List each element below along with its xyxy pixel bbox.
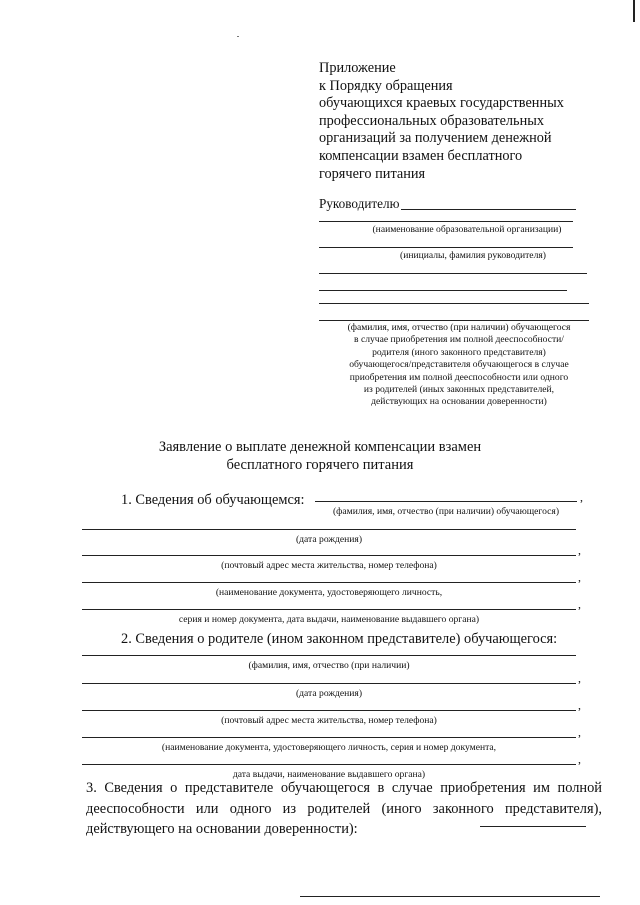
student-birthdate-field[interactable] bbox=[82, 529, 576, 530]
section-3-paragraph: 3. Сведения о представителе обучающегося в случае приобретения им полной дееспособности или одного из родителей (иного законного представителя), действующего на основании доверенности): bbox=[86, 780, 602, 837]
applicant-field-3[interactable] bbox=[319, 303, 589, 304]
student-name-field[interactable] bbox=[315, 501, 577, 502]
student-document-details-caption: серия и номер документа, дата выдачи, наименование выдавшего органа) bbox=[178, 614, 480, 625]
appendix-line: к Порядку обращения bbox=[319, 77, 453, 94]
parent-address-field[interactable] bbox=[82, 710, 576, 711]
appendix-line: организаций за получением денежной bbox=[319, 130, 552, 147]
applicant-caption-line: родителя (иного законного представителя) bbox=[372, 346, 546, 358]
student-document-caption: (наименование документа, удостоверяющего личность, bbox=[215, 587, 443, 598]
applicant-field-2[interactable] bbox=[319, 290, 567, 291]
comma: , bbox=[580, 490, 583, 504]
section-1-heading: 1. Сведения об обучающемся: bbox=[121, 492, 305, 508]
applicant-caption-line: приобретения им полной дееспособности или одного bbox=[349, 371, 569, 383]
head-name-field[interactable] bbox=[319, 247, 573, 248]
student-address-field[interactable] bbox=[82, 555, 576, 556]
title-line-1: Заявление о выплате денежной компенсации взамен bbox=[158, 439, 482, 455]
appendix-line: Приложение bbox=[319, 60, 396, 76]
applicant-field-1[interactable] bbox=[319, 273, 587, 274]
document-title bbox=[60, 439, 580, 474]
applicant-field-4[interactable] bbox=[319, 320, 589, 321]
addressee-head-field[interactable] bbox=[401, 209, 576, 210]
student-document-details-field[interactable] bbox=[82, 609, 576, 610]
head-name-caption: (инициалы, фамилия руководителя) bbox=[400, 250, 546, 261]
parent-birthdate-field[interactable] bbox=[82, 683, 576, 684]
organization-field[interactable] bbox=[319, 221, 573, 222]
applicant-caption-line: из родителей (иных законных представителей, bbox=[363, 384, 555, 396]
parent-name-caption: (фамилия, имя, отчество (при наличии) bbox=[248, 660, 410, 671]
applicant-caption-line: в случае приобретения им полной дееспособности/ bbox=[354, 334, 564, 346]
comma: , bbox=[578, 597, 581, 611]
section-2-heading: 2. Сведения о родителе (ином законном представителе) обучающегося: bbox=[121, 631, 558, 647]
comma: , bbox=[578, 543, 581, 557]
comma: , bbox=[578, 671, 581, 685]
student-document-field[interactable] bbox=[82, 582, 576, 583]
parent-document-details-field[interactable] bbox=[82, 764, 576, 765]
comma: , bbox=[578, 570, 581, 584]
applicant-caption-line: (фамилия, имя, отчество (при наличии) обучающегося bbox=[347, 322, 571, 333]
student-birthdate-caption: (дата рождения) bbox=[295, 534, 363, 545]
footer-rule bbox=[300, 896, 600, 897]
scan-speck bbox=[237, 36, 239, 37]
parent-address-caption: (почтовый адрес места жительства, номер телефона) bbox=[221, 715, 437, 726]
comma: , bbox=[578, 698, 581, 712]
comma: , bbox=[578, 752, 581, 766]
title-line-2: бесплатного горячего питания bbox=[226, 456, 414, 473]
parent-document-details-caption: дата выдачи, наименование выдавшего органа) bbox=[232, 769, 426, 780]
applicant-caption-line: обучающегося/представителя обучающегося в случае bbox=[349, 359, 569, 371]
parent-document-field[interactable] bbox=[82, 737, 576, 738]
appendix-line: компенсации взамен бесплатного bbox=[319, 147, 523, 164]
student-name-caption: (фамилия, имя, отчество (при наличии) обучающегося) bbox=[332, 506, 560, 517]
parent-birthdate-caption: (дата рождения) bbox=[295, 688, 363, 699]
representative-field[interactable] bbox=[480, 826, 586, 827]
appendix-line: профессиональных образовательных bbox=[319, 112, 544, 129]
applicant-caption-line: действующих на основании доверенности) bbox=[371, 396, 547, 408]
scan-edge-mark bbox=[633, 0, 635, 22]
addressee-label: Руководителю bbox=[319, 196, 400, 211]
appendix-line: обучающихся краевых государственных bbox=[319, 95, 564, 112]
organization-caption: (наименование образовательной организации) bbox=[372, 224, 562, 235]
applicant-caption bbox=[319, 322, 599, 409]
parent-document-caption: (наименование документа, удостоверяющего личность, серия и номер документа, bbox=[161, 742, 497, 753]
comma: , bbox=[578, 725, 581, 739]
appendix-note bbox=[319, 60, 609, 183]
appendix-line: горячего питания bbox=[319, 165, 426, 182]
parent-name-field[interactable] bbox=[82, 655, 576, 656]
student-address-caption: (почтовый адрес места жительства, номер телефона) bbox=[221, 560, 437, 571]
